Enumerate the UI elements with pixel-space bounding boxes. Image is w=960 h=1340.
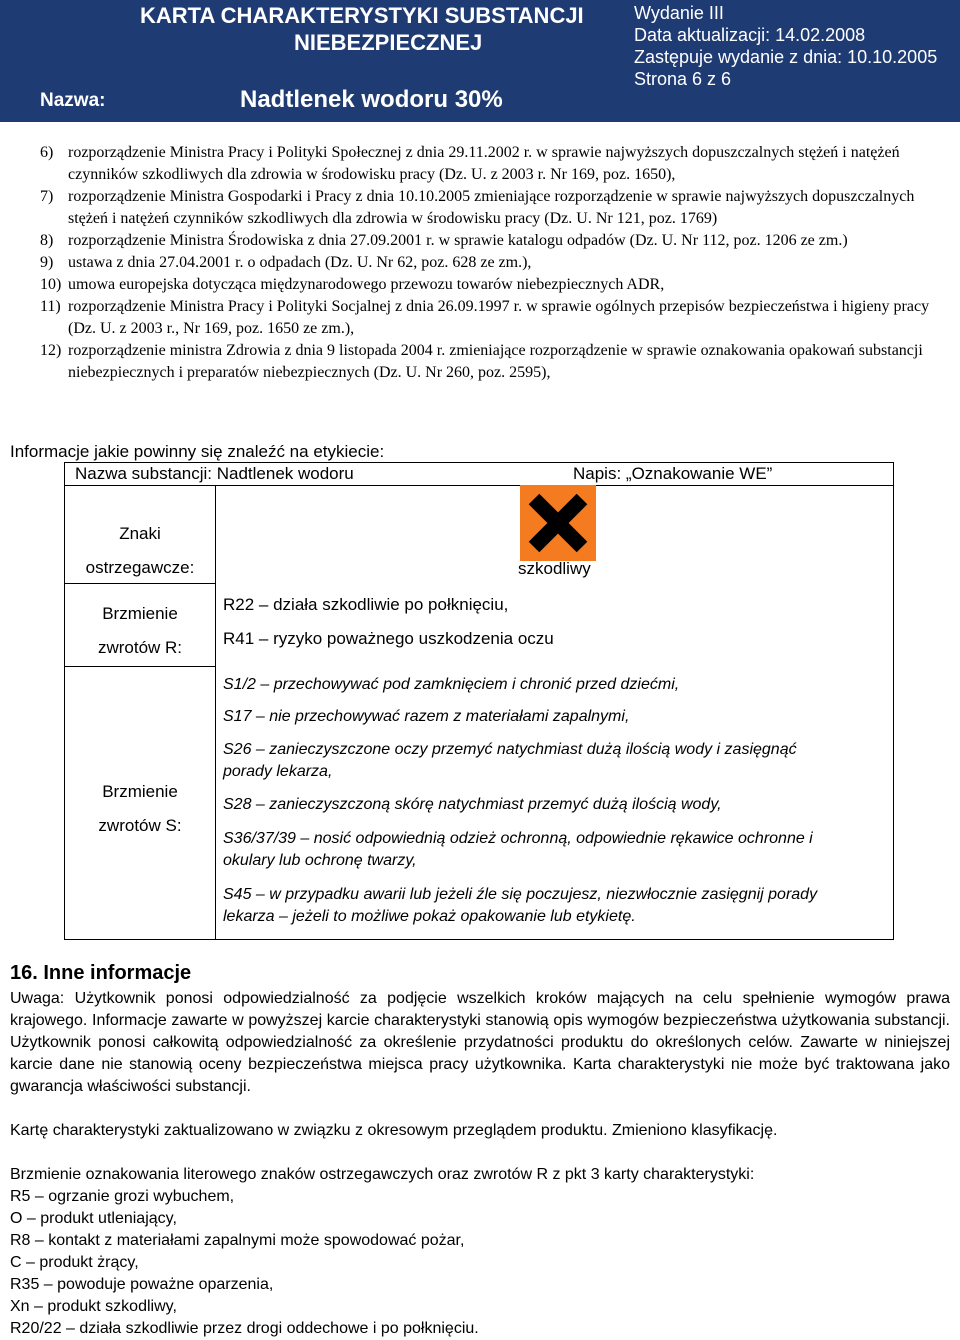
edition-info <box>634 2 937 90</box>
list-item: O – produkt utleniający, <box>10 1210 177 1227</box>
replaces-edition: Zastępuje wydanie z dnia: 10.10.2005 <box>634 47 938 67</box>
item-text: umowa europejska dotycząca międzynarodowego przewozu towarów niebezpiecznych ADR, <box>68 276 665 293</box>
s-phrases-heading <box>65 775 215 843</box>
label-napis: Napis: „Oznakowanie WE” <box>573 464 773 483</box>
heading-line: Brzmienie <box>102 782 178 801</box>
s-phrase: S17 – nie przechowywać razem z materiałami zapalnymi, <box>223 708 630 725</box>
s-phrase: S45 – w przypadku awarii lub jeżeli źle się poczujesz, niezwłocznie zasięgnij porady lekarza – jeżeli to możliwe pokaż opakowanie lub etykietę. <box>223 886 818 925</box>
list-item <box>40 274 945 296</box>
heading-line: ostrzegawcze: <box>85 558 195 577</box>
r-intro: Brzmienie oznakowania literowego znaków ostrzegawczych oraz zwrotów R z pkt 3 karty charakterystyki: <box>10 1166 755 1183</box>
warning-signs-heading <box>65 517 215 585</box>
r-phrase: R22 – działa szkodliwie po połknięciu, <box>223 595 509 614</box>
s-phrase: S26 – zanieczyszczone oczy przemyć natychmiast dużą ilością wody i zasięgnąć porady lekarza, <box>223 741 797 780</box>
update-date: Data aktualizacji: 14.02.2008 <box>634 25 866 45</box>
harmful-hazard-icon <box>520 485 596 561</box>
item-text: rozporządzenie Ministra Pracy i Polityki Socjalnej z dnia 26.09.1997 r. w sprawie ogólnych przepisów bezpieczeństwa i higieny pracy (Dz. U. z 2003 r., Nr 169, poz. 1650 ze zm.), <box>68 298 930 337</box>
list-item: R5 – ogrzanie grozi wybuchem, <box>10 1188 235 1205</box>
item-number: 11) <box>40 298 61 315</box>
label-left-column <box>65 485 216 940</box>
item-text: ustawa z dnia 27.04.2001 r. o odpadach (Dz. U. Nr 62, poz. 628 ze zm.), <box>68 254 532 271</box>
list-item <box>40 252 945 274</box>
regulations-list <box>40 142 945 384</box>
item-text: rozporządzenie Ministra Gospodarki i Pracy z dnia 10.10.2005 zmieniające rozporządzenie w sprawie najwyższych dopuszczalnych stężeń i natężeń czynników szkodliwych dla zdrowia w środowisku pracy (Dz. U. Nr 121, poz. 1769) <box>68 188 915 227</box>
heading-line: zwrotów S: <box>98 816 182 835</box>
page-number: Strona 6 z 6 <box>634 69 732 89</box>
item-number: 10) <box>40 276 62 293</box>
r-codes-list <box>10 1186 479 1340</box>
list-item: C – produkt żrący, <box>10 1254 139 1271</box>
r-phrases-heading <box>65 597 215 665</box>
hazard-caption: szkodliwy <box>518 559 591 578</box>
item-number: 6) <box>40 144 54 161</box>
item-text: rozporządzenie ministra Zdrowia z dnia 9 listopada 2004 r. zmieniające rozporządzenie w sprawie oznakowania opakowań substancji niebezpiecznych i preparatów niebezpiecznych (Dz. U. Nr 260, poz. 2595), <box>68 342 923 381</box>
list-item <box>40 230 945 252</box>
list-item: Xn – produkt szkodliwy, <box>10 1298 177 1315</box>
title-line-1: KARTA CHARAKTERYSTYKI SUBSTANCJI <box>140 3 584 28</box>
s-phrase: S28 – zanieczyszczoną skórę natychmiast przemyć dużą ilością wody, <box>223 796 722 813</box>
document-title <box>140 2 630 56</box>
heading-line: Brzmienie <box>102 604 178 623</box>
update-note: Kartę charakterystyki zaktualizowano w związku z okresowym przeglądem produktu. Zmieniono klasyfikację. <box>10 1122 778 1139</box>
section-title: 16. Inne informacje <box>10 962 192 984</box>
item-text: rozporządzenie Ministra Pracy i Polityki Społecznej z dnia 29.11.2002 r. w sprawie najwyższych dopuszczalnych stężeń i natężeń czynników szkodliwych dla zdrowia w środowisku pracy (Dz. U. z 2003 r. Nr 169, poz. 1650), <box>68 144 900 183</box>
list-item: R20/22 – działa szkodliwie przez drogi oddechowe i po połknięciu. <box>10 1320 479 1337</box>
substance-name: Nadtlenek wodoru 30% <box>240 86 503 113</box>
s-phrase: S1/2 – przechowywać pod zamknięciem i chronić przed dziećmi, <box>223 676 680 693</box>
label-box <box>64 462 894 940</box>
edition: Wydanie III <box>634 3 724 23</box>
divider <box>65 583 215 584</box>
list-item <box>40 296 945 340</box>
r-phrase: R41 – ryzyko poważnego uszkodzenia oczu <box>223 629 554 648</box>
list-item <box>40 340 945 384</box>
divider <box>65 666 215 667</box>
item-number: 7) <box>40 188 54 205</box>
substance-name-label: Nazwa: <box>40 90 106 111</box>
document-header <box>0 0 960 122</box>
item-number: 9) <box>40 254 54 271</box>
warning-paragraph: Uwaga: Użytkownik ponosi odpowiedzialność za podjęcie wszelkich kroków mających na celu spełnienie wymogów prawa krajowego. Informacje zawarte w powyższej karcie charakterystyki stanowią opis wymogów bezpieczeństwa użytkowania substancji. Użytkownik ponosi całkowitą odpowiedzialność za określenie przydatności produktu do określonych celów. Zawarte w niniejszej karcie dane nie stanowią oceny bezpieczeństwa miejsca pracy użytkownika. Karta charakterystyki nie może być traktowana jako gwarancja właściwości substancji. <box>10 990 950 1095</box>
item-text: rozporządzenie Ministra Środowiska z dnia 27.09.2001 r. w sprawie katalogu odpadów (Dz. U. Nr 112, poz. 1206 ze zm.) <box>68 232 848 249</box>
s-phrase: S36/37/39 – nosić odpowiednią odzież ochronną, odpowiednie rękawice ochronne i okulary lub ochronę twarzy, <box>223 830 813 869</box>
list-item: R35 – powoduje poważne oparzenia, <box>10 1276 274 1293</box>
label-intro: Informacje jakie powinny się znaleźć na etykiecie: <box>10 442 385 461</box>
heading-line: zwrotów R: <box>97 638 183 657</box>
title-line-2: NIEBEZPIECZNEJ <box>294 30 483 55</box>
heading-line: Znaki <box>119 524 161 543</box>
label-substance-name: Nazwa substancji: Nadtlenek wodoru <box>75 464 354 483</box>
list-item <box>40 142 945 186</box>
list-item <box>40 186 945 230</box>
list-item: R8 – kontakt z materiałami zapalnymi może spowodować pożar, <box>10 1232 465 1249</box>
item-number: 12) <box>40 342 62 359</box>
x-cross-icon <box>520 485 596 561</box>
item-number: 8) <box>40 232 54 249</box>
